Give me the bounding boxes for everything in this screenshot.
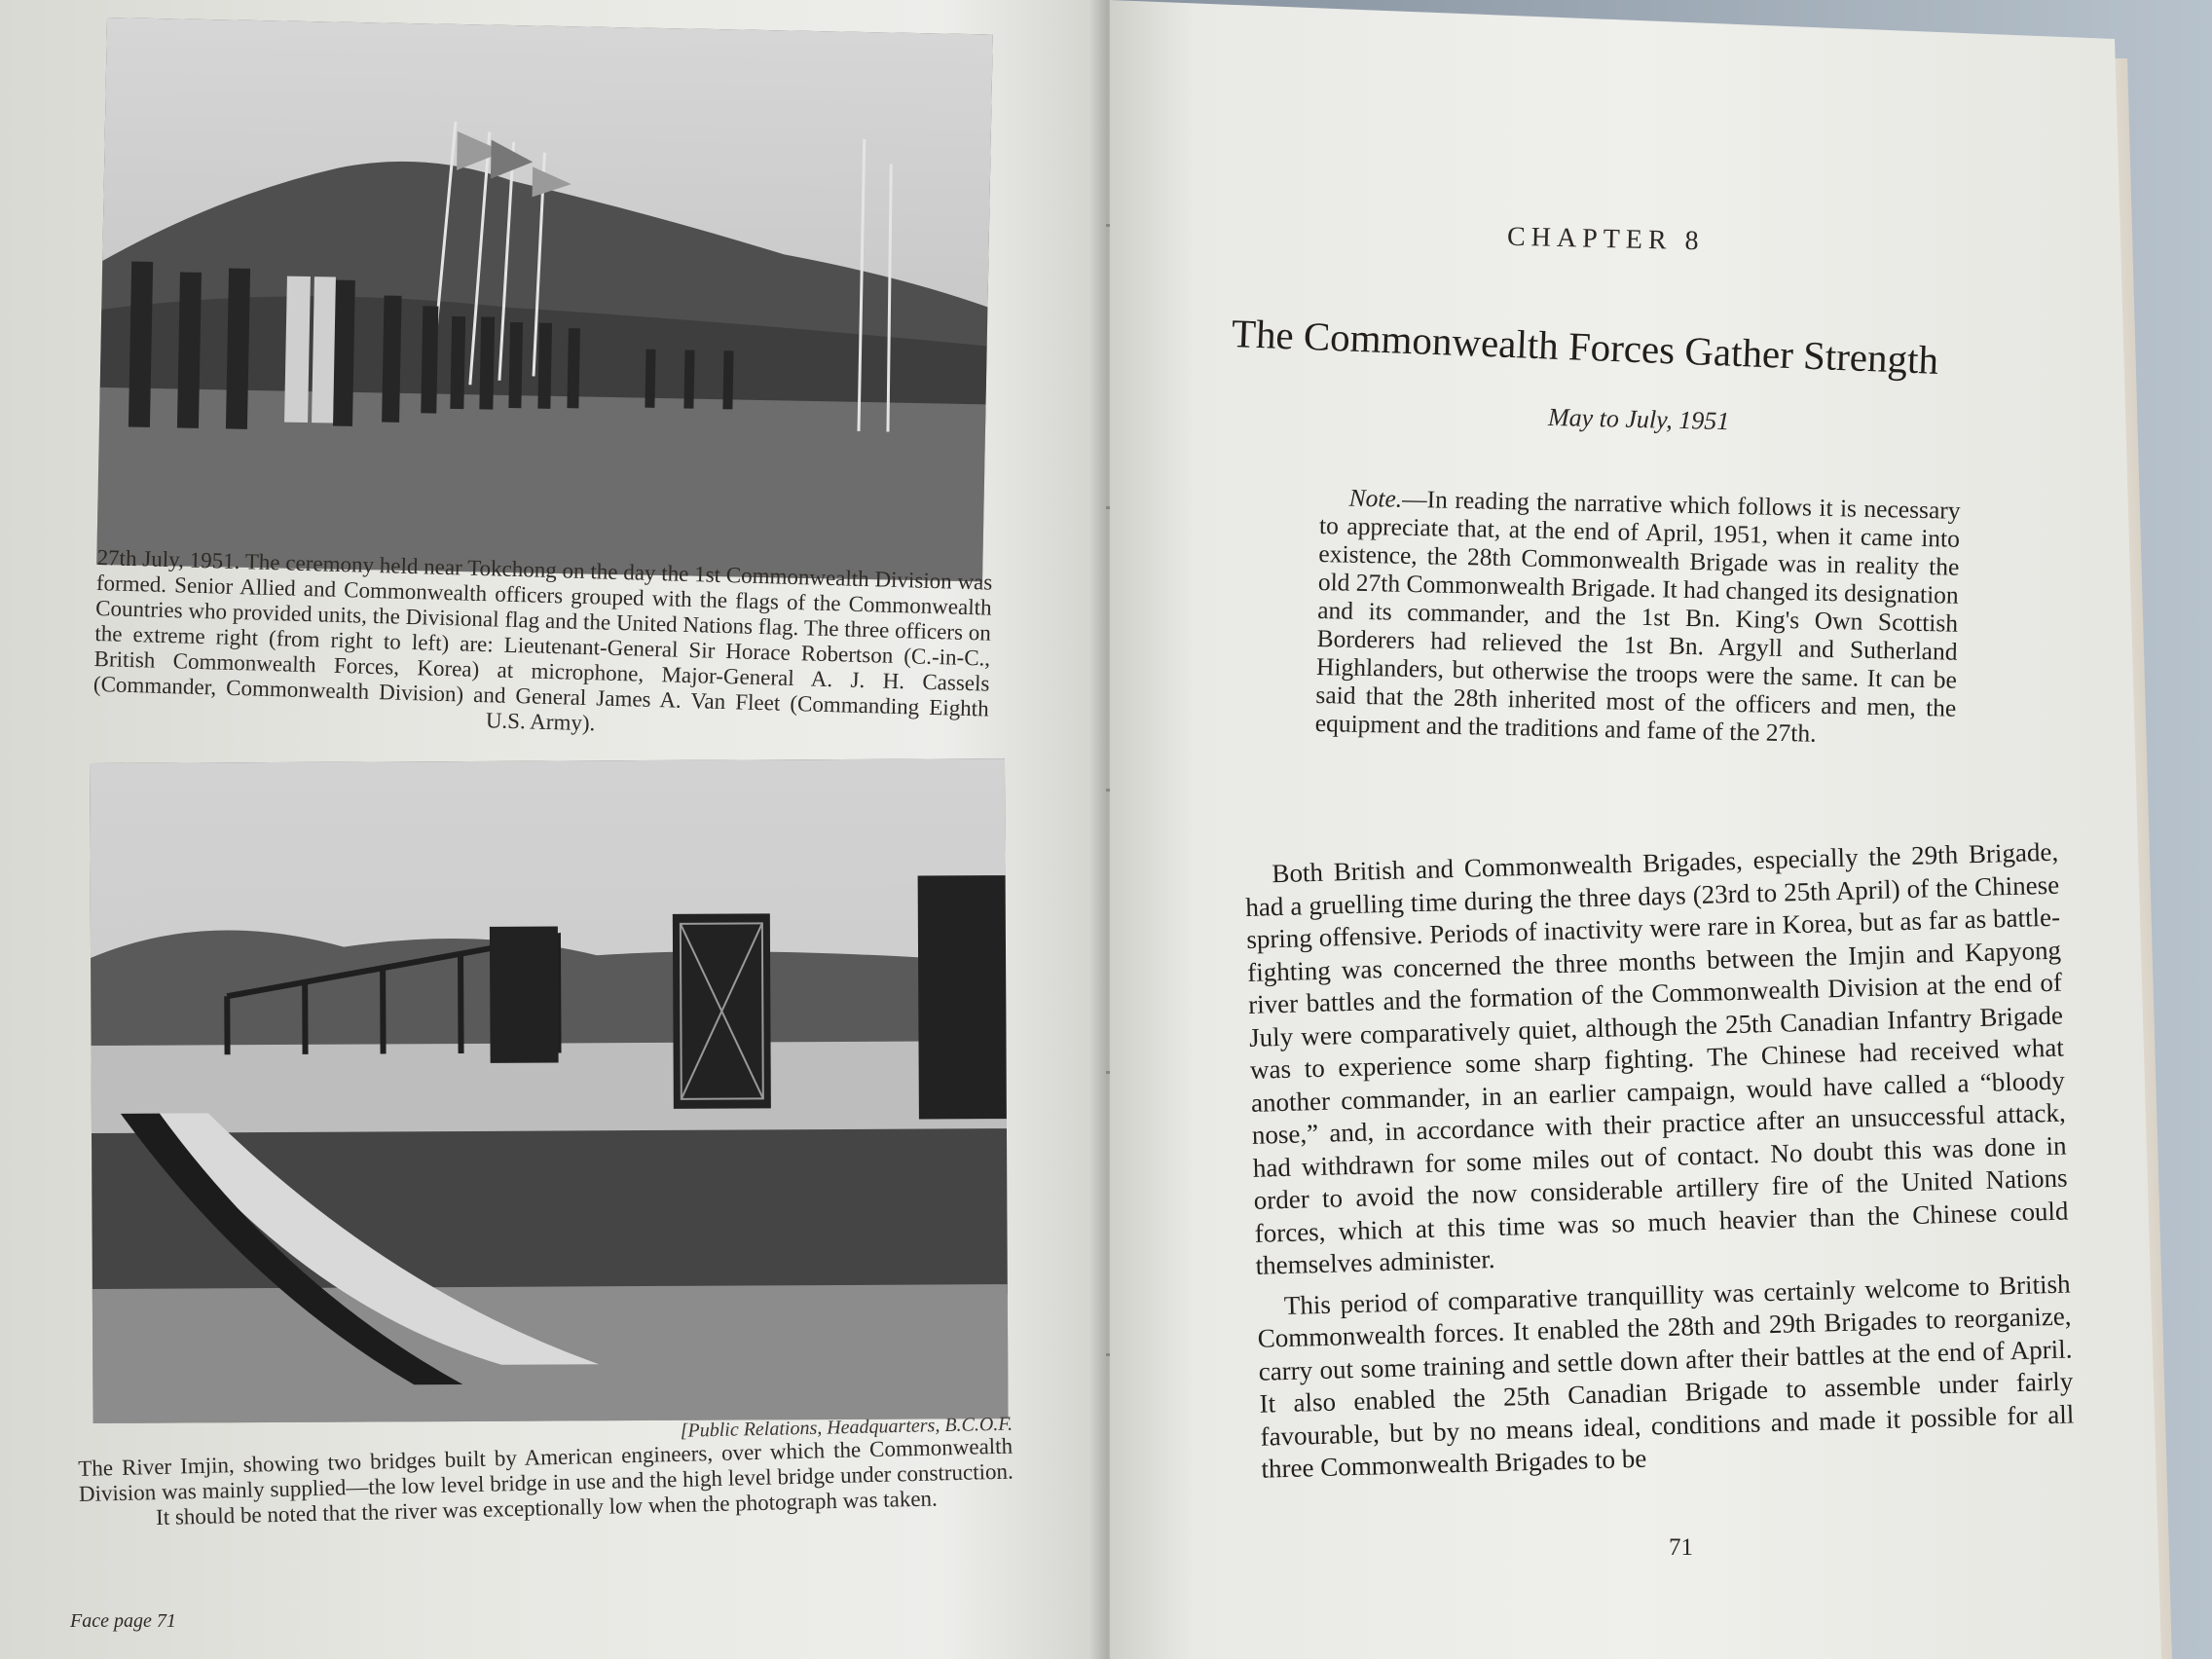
photo-ceremony <box>96 18 993 581</box>
chapter-title: The Commonwealth Forces Gather Strength <box>1231 310 1939 383</box>
face-page-reference: Face page 71 <box>70 1610 176 1632</box>
photo-river-imjin-bridges <box>90 758 1009 1423</box>
body-paragraph: Both British and Commonwealth Brigades, especially the 29th Brigade, had a gruelling time during the three days (23rd to 25th April) of the Chinese spring offensive. Periods of inactivity were rare in Korea, but as far as battle-fighting was concerned the three months between the Imjin and Kapyong river battles and the formation of the Commonwealth Division at the end of July were comparatively quiet, although the 25th Canadian Infantry Brigade was to experience some sharp fighting. The Chinese had received what another commander, in an earlier campaign, would have called a “bloody nose,” and, in accordance with their practice after an unsuccessful attack, had withdrawn for some miles out of contact. No doubt this was done in order to avoid the now considerable artillery fire of the United Nations forces, which at this time was so much heavier than the Chinese could themselves administer. <box>1244 836 2069 1280</box>
page-number: 71 <box>1669 1534 1693 1561</box>
body-paragraph: This period of comparative tranquillity was certainly welcome to British Commonwealth forces. It enabled the 28th and 29th Brigades to reorganize, carry out some training and settle down after their battles at the end of April. It also enabled the 25th Canadian Brigade to assemble under fairly favourable, but by no means ideal, conditions and made it possible for all three Commonwealth Brigades to be <box>1257 1268 2075 1484</box>
chapter-body <box>1244 836 2076 1487</box>
note-lead: Note. <box>1348 483 1403 513</box>
photo-caption-ceremony: 27th July, 1951. The ceremony held near Tokchong on the day the 1st Commonwealth Division was formed. Senior Allied and Commonwealth officers grouped with the flags of the Commonwealth Countries who provided units, the Divisional flag and the United Nations flag. The three officers on the extreme right (from right to left) are: Lieutenant-General Sir Horace Robertson (C.-in-C., British Commonwealth Forces, Korea) at microphone, Major-General A. J. H. Cassels (Commander, Commonwealth Division) and General James A. Van Fleet (Commanding Eighth U.S. Army). <box>92 545 993 736</box>
chapter-dates: May to July, 1951 <box>1547 402 1730 436</box>
note-text: —In reading the narrative which follows it is necessary to appreciate that, at the end of April, 1951, when it came into existence, the 28th Commonwealth Brigade was in reality the old 27th Commonwealth Brigade. It had changed its designation and its commander, and the 1st Bn. King's Own Scottish Borderers had relieved the 1st Bn. Argyll and Sutherland Highlanders, but otherwise the troops were the same. It can be said that the 28th inherited most of the officers and men, the equipment and the traditions and fame of the 27th. <box>1314 484 1961 748</box>
chapter-label: CHAPTER 8 <box>1506 221 1705 257</box>
photo-caption-river: The River Imjin, showing two bridges built by American engineers, over which the Commonwealth Division was mainly supplied—the low level bridge in use and the high level bridge under construction. It should be noted that the river was exceptionally low when the photograph was taken. <box>78 1433 1014 1530</box>
photo-credit: [Public Relations, Headquarters, B.C.O.F. <box>680 1413 1014 1442</box>
chapter-note <box>1315 483 1961 751</box>
